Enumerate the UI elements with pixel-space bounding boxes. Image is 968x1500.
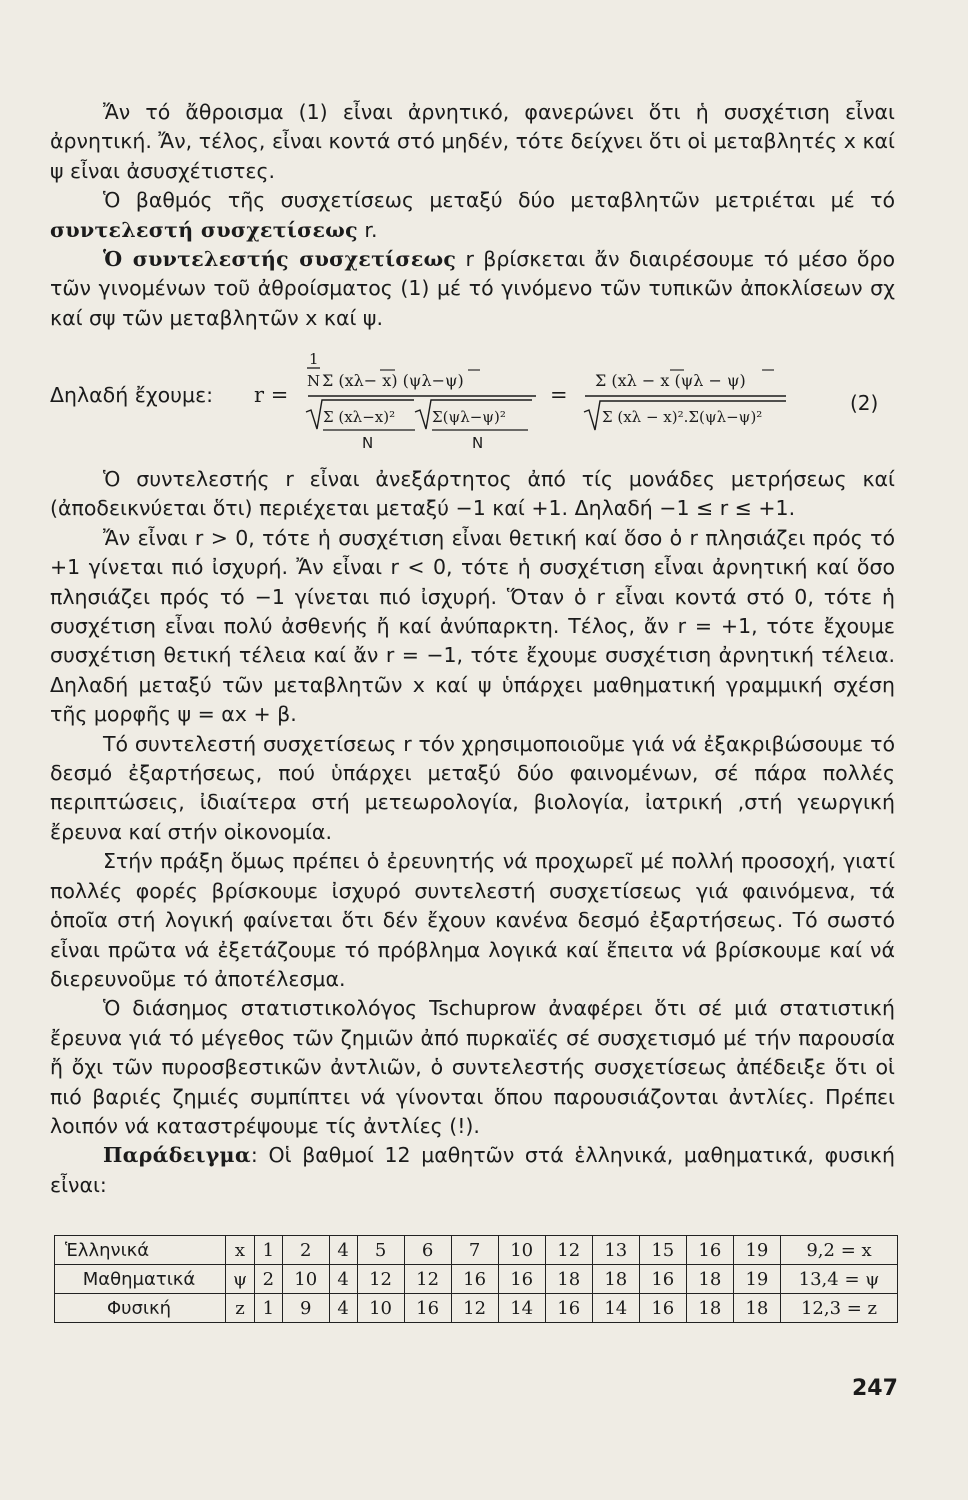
- grades-table-body: [55, 1236, 898, 1323]
- text-block-main: [50, 465, 895, 1200]
- grade-cell: 16: [451, 1265, 498, 1294]
- grade-cell: 12: [404, 1265, 451, 1294]
- grade-cell: 1: [255, 1294, 283, 1323]
- grade-cell: 19: [733, 1265, 780, 1294]
- grade-cell: 13: [592, 1236, 639, 1265]
- grade-cell: 18: [686, 1294, 733, 1323]
- grade-cell: 6: [404, 1236, 451, 1265]
- grade-cell: 4: [329, 1236, 357, 1265]
- paragraph-interpretation: Ἄν εἶναι r > 0, τότε ἡ συσχέτιση εἶναι θετική καί ὅσο ὁ r πλησιάζει πρός τό +1 γίνεται πιό ἰσχυρή. Ἄν εἶναι r < 0, τότε ἡ συσχέτιση εἶναι ἀρνητική καί ὅσο πλησιάζει πρός τό −1 γίνεται πιό ἰσχυρή. Ὅταν ὁ r εἶναι κοντά στό 0, τότε ἡ συσχέτιση εἶναι πολύ ἀσθενής ἤ καί ἀνύπαρκτη. Τέλος, ἄν r = +1, τότε ἔχουμε συσχέτιση θετική τέλεια καί ἄν r = −1, τότε ἔχουμε συσχέτιση ἀρνητική τέλεια. Δηλαδή μεταξύ τῶν μεταβλητῶν x καί ψ ὑπάρχει μαθηματική γραμμική σχέση τῆς μορφῆς ψ = αx + β.: [50, 525, 895, 727]
- formula-numerator-2: Σ (xλ − x (ψλ − ψ): [595, 371, 746, 390]
- grade-cell: 12: [451, 1294, 498, 1323]
- paragraph-degree: [50, 186, 895, 245]
- grade-cell: 16: [639, 1294, 686, 1323]
- grade-cell: 18: [686, 1265, 733, 1294]
- example-label: Παράδειγμα: [103, 1143, 251, 1168]
- page-number: 247: [852, 1376, 898, 1401]
- formula-svg: [50, 344, 900, 462]
- grades-table: [54, 1235, 898, 1323]
- mean-cell: 13,4 = ψ: [781, 1265, 898, 1294]
- formula-lead: Δηλαδή ἔχουμε:: [50, 383, 214, 407]
- grade-cell: 19: [733, 1236, 780, 1265]
- grade-cell: 12: [357, 1265, 404, 1294]
- variable-cell: z: [226, 1294, 255, 1323]
- grade-cell: 16: [686, 1236, 733, 1265]
- grade-cell: 14: [498, 1294, 545, 1323]
- formula-denominator-1b: Σ(ψλ−ψ)²: [432, 408, 506, 426]
- variable-cell: x: [226, 1236, 255, 1265]
- paragraph-degree-end: r.: [357, 217, 378, 242]
- formula-numerator-1: Σ (xλ− x) (ψλ−ψ): [322, 371, 464, 390]
- paragraph-tschuprow: Ὁ διάσημος στατιστικολόγος Tschuprow ἀναφέρει ὅτι σέ μιά στατιστική ἔρευνα γιά τό μέγεθος τῶν ζημιῶν ἀπό πυρκαϊές σέ συσχετισμό μέ τήν παρουσία ἤ ὄχι τῶν πυροσβεστικῶν ἀντλιῶν, ὁ συντελεστής συσχετίσεως ἀπέδειξε ὅτι οἱ πιό βαριές ζημιές συμπίπτει νά γίνονται ὅπου παρουσιάζονται ἀντλίες. Πρέπει λοιπόν νά καταστρέψουμε τίς ἀντλίες (!).: [50, 996, 895, 1138]
- subject-cell: Φυσική: [55, 1294, 226, 1323]
- paragraph-range: Ὁ συντελεστής r εἶναι ἀνεξάρτητος ἀπό τίς μονάδες μετρήσεως καί (ἀποδεικνύεται ὅτι) περιέχεται μεταξύ −1 καί +1. Δηλαδή −1 ≤ r ≤ +1.: [50, 467, 895, 521]
- grade-cell: 16: [404, 1294, 451, 1323]
- formula-N-top: N: [307, 372, 321, 390]
- mean-cell: 9,2 = x: [781, 1236, 898, 1265]
- grade-cell: 16: [545, 1294, 592, 1323]
- paragraph-definition-text: r βρίσκεται ἄν διαιρέσουμε τό μέσο ὅρο τῶν γινομένων τοῦ ἀθροίσματος (1) μέ τό γινόμενο τῶν τυπικῶν ἀποκλίσεων σχ καί σψ τῶν μεταβλητῶν x καί ψ.: [50, 247, 895, 330]
- grade-cell: 12: [545, 1236, 592, 1265]
- table-row: [55, 1265, 898, 1294]
- paragraph-definition: [50, 245, 895, 333]
- subject-cell: Μαθηματικά: [55, 1265, 226, 1294]
- paragraph-degree-text: Ὁ βαθμός τῆς συσχετίσεως μεταξύ δύο μεταβλητῶν μετριέται μέ τό: [103, 188, 895, 213]
- text-block-top: [50, 98, 895, 333]
- formula-one: 1: [309, 350, 319, 368]
- formula-equals: =: [550, 383, 568, 407]
- grade-cell: 4: [329, 1265, 357, 1294]
- table-row: [55, 1236, 898, 1265]
- mean-cell: 12,3 = z: [781, 1294, 898, 1323]
- grade-cell: 1: [255, 1236, 283, 1265]
- term-correlation-coefficient: συντελεστή συσχετίσεως: [50, 217, 358, 242]
- grade-cell: 16: [498, 1265, 545, 1294]
- grade-cell: 2: [255, 1265, 283, 1294]
- grade-cell: 10: [357, 1294, 404, 1323]
- formula-N-left: N: [362, 434, 374, 452]
- formula-N-right: N: [472, 434, 484, 452]
- formula-tag: (2): [850, 391, 879, 415]
- grade-cell: 15: [639, 1236, 686, 1265]
- formula-lhs: r =: [254, 383, 289, 407]
- formula-denominator-1a: Σ (xλ−x)²: [323, 408, 396, 426]
- paragraph-example: [50, 1141, 895, 1200]
- grade-cell: 18: [733, 1294, 780, 1323]
- grade-cell: 2: [282, 1236, 329, 1265]
- grade-cell: 10: [498, 1236, 545, 1265]
- grade-cell: 4: [329, 1294, 357, 1323]
- table-row: [55, 1294, 898, 1323]
- grade-cell: 14: [592, 1294, 639, 1323]
- grade-cell: 9: [282, 1294, 329, 1323]
- paragraph-sign-sum: Ἄν τό ἄθροισμα (1) εἶναι ἀρνητικό, φανερώνει ὅτι ἡ συσχέτιση εἶναι ἀρνητική. Ἄν, τέλος, εἶναι κοντά στό μηδέν, τότε δείχνει ὅτι οἱ μεταβλητές x καί ψ εἶναι ἀσυσχέτιστες.: [50, 100, 895, 183]
- paragraph-applications: Τό συντελεστή συσχετίσεως r τόν χρησιμοποιοῦμε γιά νά ἐξακριβώσουμε τό δεσμό ἐξαρτήσεως, πού ὑπάρχει μεταξύ δύο φαινομένων, σέ πάρα πολλές περιπτώσεις, ἰδιαίτερα στή μετεωρολογία, βιολογία, ἰατρική ,στή γεωργική ἔρευνα καί στήν οἰκονομία.: [50, 731, 895, 844]
- grade-cell: 18: [592, 1265, 639, 1294]
- variable-cell: ψ: [226, 1265, 255, 1294]
- formula-denominator-2: Σ (xλ − x)².Σ(ψλ−ψ)²: [602, 408, 763, 426]
- grade-cell: 10: [282, 1265, 329, 1294]
- subject-cell: Ἑλληνικά: [55, 1236, 226, 1265]
- grade-cell: 5: [357, 1236, 404, 1265]
- example-text: : Οἱ βαθμοί 12 μαθητῶν στά ἑλληνικά, μαθηματικά, φυσική εἶναι:: [50, 1143, 895, 1197]
- correlation-formula: [50, 344, 900, 462]
- term-coefficient-heading: Ὁ συντελεστής συσχετίσεως: [103, 247, 457, 272]
- paragraph-caution: Στήν πράξη ὅμως πρέπει ὁ ἐρευνητής νά προχωρεῖ μέ πολλή προσοχή, γιατί πολλές φορές βρίσκουμε ἰσχυρό συντελεστή συσχετίσεως γιά φαινόμενα, τά ὁποῖα στή λογική φαίνεται ὅτι δέν ἔχουν κανένα δεσμό ἐξαρτήσεως. Τό σωστό εἶναι πρῶτα νά ἐξετάζουμε τό πρόβλημα λογικά καί ἔπειτα νά βρίσκουμε καί νά διερευνοῦμε τό ἀποτέλεσμα.: [50, 849, 895, 991]
- grade-cell: 7: [451, 1236, 498, 1265]
- grade-cell: 16: [639, 1265, 686, 1294]
- grade-cell: 18: [545, 1265, 592, 1294]
